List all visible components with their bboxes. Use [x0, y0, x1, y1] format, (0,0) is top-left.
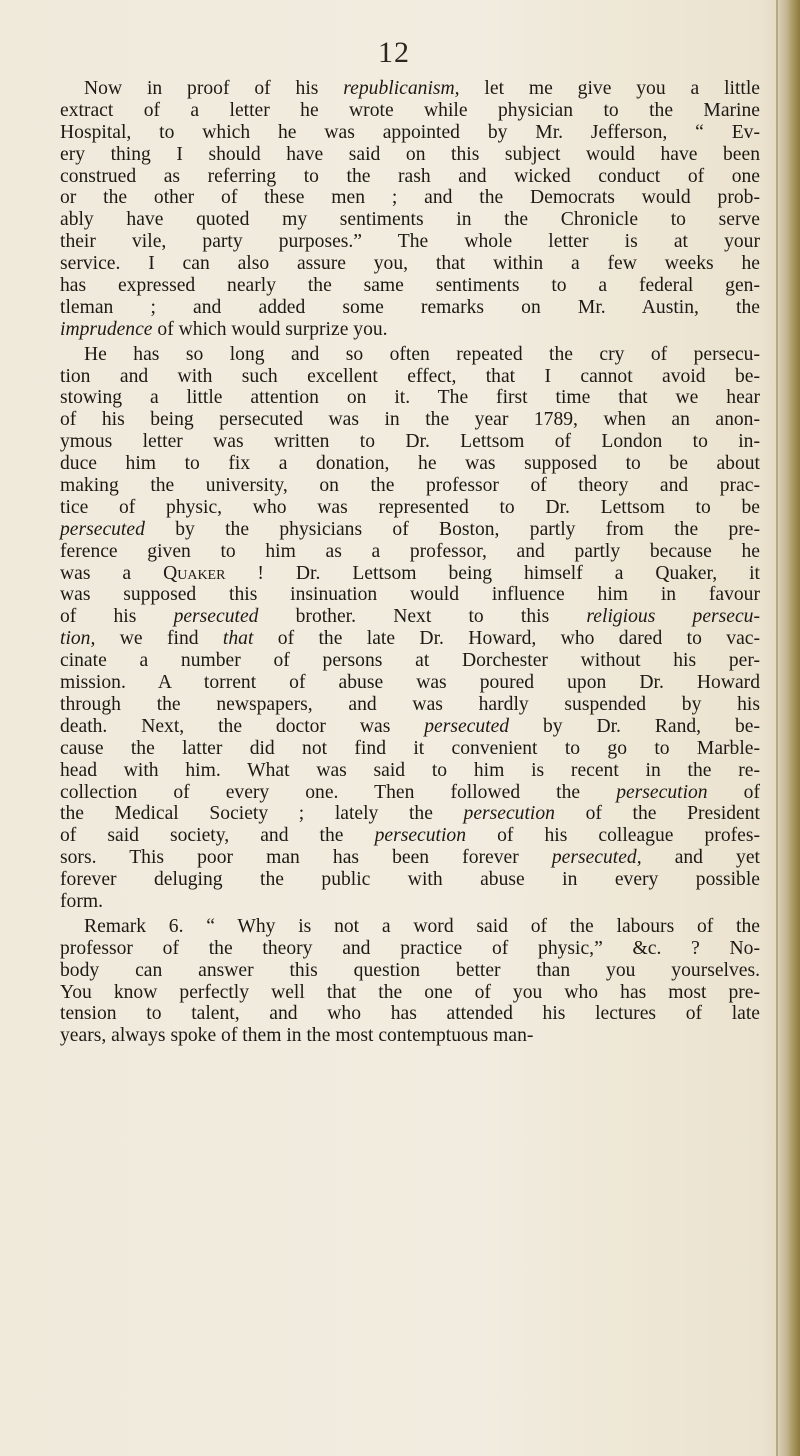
italic-run: persecuted [60, 518, 145, 540]
text-run: of the late Dr. Howard, who dared to vac- [253, 628, 761, 650]
text-run: You know perfectly well that the one of you who has most pre- [60, 981, 760, 1003]
small-caps-run: Quaker [163, 562, 226, 584]
text-run: ably have quoted my sentiments in the Chronicle to serve [60, 209, 760, 231]
text-line [60, 497, 760, 519]
text-line [60, 78, 760, 100]
text-line [60, 782, 760, 804]
page-number: 12 [378, 36, 410, 69]
italic-run: religious persecu- [586, 606, 760, 628]
text-run: tice of physic, who was represented to Dr. Lettsom to be [60, 496, 760, 518]
text-line [60, 275, 760, 297]
text-run: brother. Next to this [258, 606, 587, 628]
text-run: ference given to him as a professor, and partly because he [60, 540, 760, 562]
text-run: ery thing I should have said on this subject would have been [60, 143, 760, 165]
text-run: head with him. What was said to him is recent in the re- [60, 759, 760, 781]
italic-run: persecution [374, 825, 466, 847]
text-run: death. Next, the doctor was [60, 715, 425, 737]
text-run: through the newspapers, and was hardly suspended by his [60, 693, 760, 715]
text-run: of [707, 781, 760, 803]
text-line [60, 100, 760, 122]
text-line [60, 694, 760, 716]
text-line [60, 122, 760, 144]
text-line [60, 387, 760, 409]
text-line [60, 738, 760, 760]
text-run: construed as referring to the rash and wicked conduct of one [60, 165, 760, 187]
italic-run: republicanism, [343, 78, 460, 99]
text-run: stowing a little attention on it. The first time that we hear [60, 387, 760, 409]
text-line [60, 431, 760, 453]
italic-run: persecuted [173, 606, 259, 628]
text-line [60, 672, 760, 694]
text-line [60, 760, 760, 782]
text-run: cause the latter did not find it convenient to go to Marble- [60, 737, 760, 759]
text-run: forever deluging the public with abuse in every possible [60, 869, 760, 891]
text-line [60, 916, 760, 938]
paragraph [60, 916, 760, 1047]
text-run: by the physicians of Boston, partly from the pre- [144, 518, 760, 540]
italic-run: persecuted [424, 715, 510, 737]
page-edge [778, 0, 800, 1456]
italic-run: imprudence [60, 318, 153, 340]
italic-run: persecution [616, 781, 708, 803]
text-run: of his [60, 606, 174, 628]
text-line [60, 606, 760, 628]
text-run: the Medical Society ; lately the [60, 803, 464, 825]
text-line [60, 475, 760, 497]
text-run: sors. This poor man has been forever [60, 847, 552, 869]
text-line [60, 297, 760, 319]
text-line [60, 144, 760, 166]
text-run: body can answer this question better than you yourselves. [60, 959, 760, 981]
text-run: we find [95, 628, 223, 650]
text-run: of his colleague profes- [466, 825, 761, 847]
text-run: of said society, and the [60, 825, 375, 847]
text-run: was a [60, 562, 164, 584]
text-line [60, 187, 760, 209]
text-run: of his being persecuted was in the year 1789, when an anon- [60, 409, 760, 431]
text-run: service. I can also assure you, that within a few weeks he [60, 253, 760, 275]
text-line [60, 409, 760, 431]
text-run: and yet [641, 847, 760, 869]
text-line [60, 847, 760, 869]
text-line [60, 344, 760, 366]
text-run: ymous letter was written to Dr. Lettsom of London to in- [60, 431, 760, 453]
text-run: let me give you a little [459, 78, 760, 99]
text-line [60, 960, 760, 982]
text-line [60, 938, 760, 960]
text-run: Now in proof of his [84, 78, 344, 99]
text-run: of which would surprize you. [152, 318, 388, 340]
text-run: He has so long and so often repeated the cry of persecu- [84, 343, 760, 365]
text-run: tension to talent, and who has attended his lectures of late [60, 1003, 760, 1025]
text-run: Hospital, to which he was appointed by Mr. Jefferson, “ Ev- [60, 121, 760, 143]
body-text [60, 78, 760, 1047]
text-line [60, 650, 760, 672]
text-line [60, 541, 760, 563]
text-line [60, 803, 760, 825]
text-line [60, 563, 760, 585]
italic-run: that [222, 628, 254, 650]
text-line [60, 166, 760, 188]
text-line [60, 253, 760, 275]
text-run: years, always spoke of them in the most contemptuous man- [60, 1025, 534, 1047]
italic-run: persecuted, [551, 847, 642, 869]
text-run: their vile, party purposes.” The whole letter is at your [60, 231, 760, 253]
text-run: Remark 6. “ Why is not a word said of the labours of the [84, 915, 760, 937]
italic-run: persecution [463, 803, 555, 825]
text-line [60, 231, 760, 253]
text-run: of the President [554, 803, 760, 825]
text-line [60, 1025, 760, 1047]
text-line [60, 982, 760, 1004]
paragraph [60, 344, 760, 913]
text-line [60, 716, 760, 738]
text-line [60, 1003, 760, 1025]
text-run: tion and with such excellent effect, that I cannot avoid be- [60, 365, 760, 387]
text-run: making the university, on the professor of theory and prac- [60, 475, 760, 497]
paragraph [60, 78, 760, 341]
text-line [60, 519, 760, 541]
text-line [60, 366, 760, 388]
italic-run: tion, [60, 628, 96, 650]
text-run: form. [60, 890, 103, 912]
text-line [60, 209, 760, 231]
text-run: was supposed this insinuation would influence him in favour [60, 584, 760, 606]
text-line [60, 825, 760, 847]
text-line [60, 869, 760, 891]
text-line [60, 628, 760, 650]
text-run: extract of a letter he wrote while physician to the Marine [60, 99, 760, 121]
text-run: tleman ; and added some remarks on Mr. Austin, the [60, 296, 760, 318]
text-run: mission. A torrent of abuse was poured upon Dr. Howard [60, 672, 760, 694]
text-run: professor of the theory and practice of physic,” &c. ? No- [60, 937, 760, 959]
text-run: ! Dr. Lettsom being himself a Quaker, it [225, 562, 760, 584]
text-line [60, 584, 760, 606]
text-run: cinate a number of persons at Dorchester without his per- [60, 650, 760, 672]
text-line [60, 319, 760, 341]
text-run: by Dr. Rand, be- [509, 715, 760, 737]
text-run: or the other of these men ; and the Democrats would prob- [60, 187, 760, 209]
text-run: has expressed nearly the same sentiments to a federal gen- [60, 275, 760, 297]
text-line [60, 891, 760, 913]
text-run: collection of every one. Then followed the [60, 781, 617, 803]
text-line [60, 453, 760, 475]
text-run: duce him to fix a donation, he was supposed to be about [60, 453, 760, 475]
